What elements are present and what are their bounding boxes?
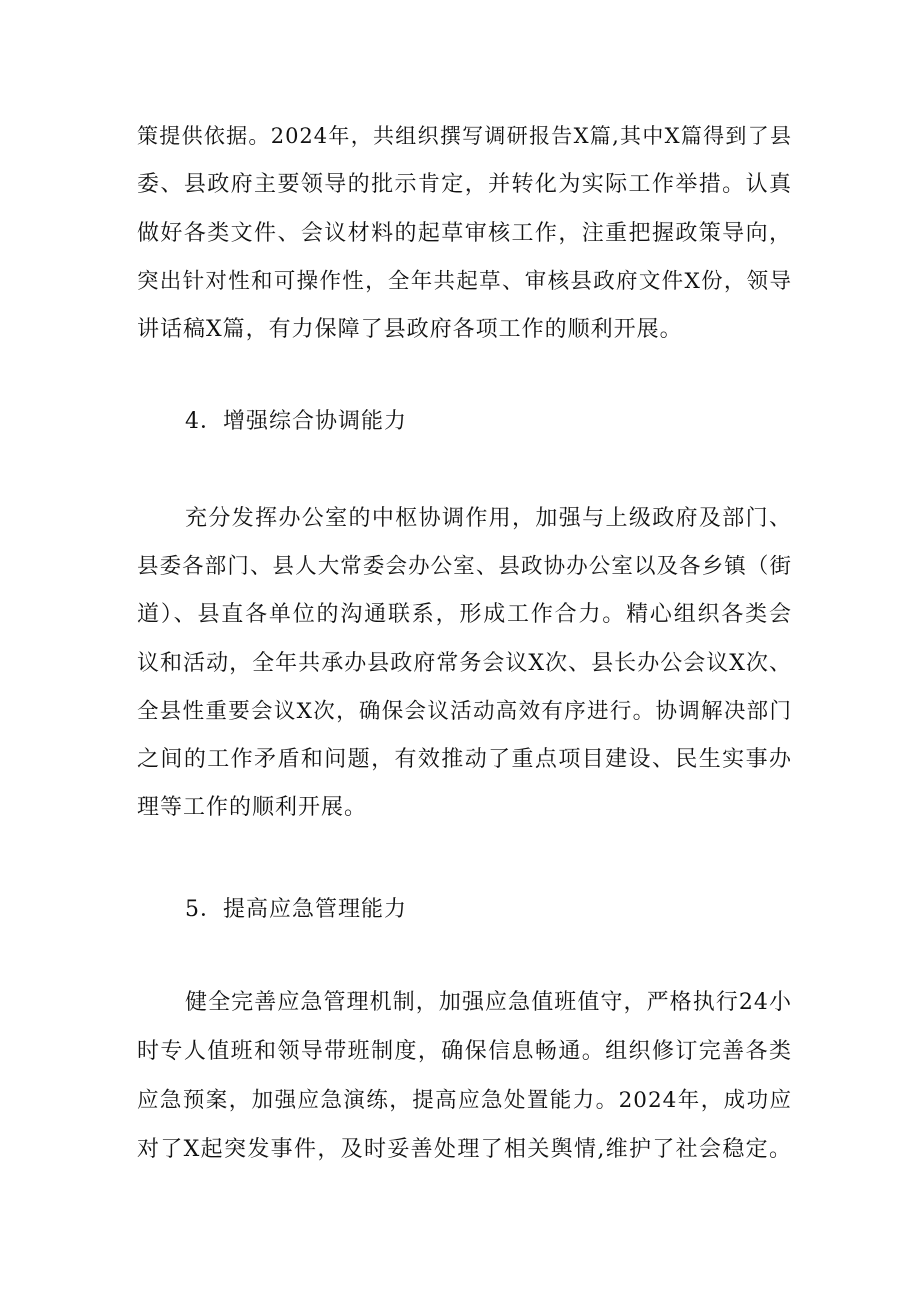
paragraph-line: 道）、县直各单位的沟通联系，形成工作合力。精心组织各类会 (137, 602, 792, 627)
paragraph-line: 委、县政府主要领导的批示肯定，并转化为实际工作举措。认真 (137, 172, 792, 197)
paragraph-line: 之间的工作矛盾和问题，有效推动了重点项目建设、民生实事办 (137, 747, 792, 772)
paragraph-line: 时专人值班和领导带班制度，确保信息畅通。组织修订完善各类 (137, 1039, 792, 1064)
paragraph-line: 议和活动，全年共承办县政府常务会议X次、县长办公会议X次、 (137, 651, 792, 676)
paragraph-line: 充分发挥办公室的中枢协调作用，加强与上级政府及部门、 (185, 506, 792, 531)
paragraph-line: 对了X起突发事件，及时妥善处理了相关舆情,维护了社会稳定。 (137, 1137, 792, 1162)
paragraph-line: 讲话稿X篇，有力保障了县政府各项工作的顺利开展。 (137, 317, 683, 342)
paragraph-line: 应急预案，加强应急演练，提高应急处置能力。2024年，成功应 (137, 1088, 792, 1113)
paragraph-line: 理等工作的顺利开展。 (137, 795, 368, 820)
paragraph-line: 全县性重要会议X次，确保会议活动高效有序进行。协调解决部门 (137, 699, 792, 724)
section-heading-coordination: 4．增强综合协调能力 (185, 409, 407, 434)
paragraph-line: 突出针对性和可操作性，全年共起草、审核县政府文件X份，领导 (137, 269, 792, 294)
section-heading-emergency: 5．提高应急管理能力 (185, 897, 407, 922)
paragraph-line: 策提供依据。2024年，共组织撰写调研报告X篇,其中X篇得到了县 (137, 124, 792, 148)
paragraph-line: 县委各部门、县人大常委会办公室、县政协办公室以及各乡镇（街 (137, 554, 792, 579)
paragraph-line: 健全完善应急管理机制，加强应急值班值守，严格执行24小 (185, 990, 792, 1015)
paragraph-line: 做好各类文件、会议材料的起草审核工作，注重把握政策导向， (137, 221, 792, 246)
